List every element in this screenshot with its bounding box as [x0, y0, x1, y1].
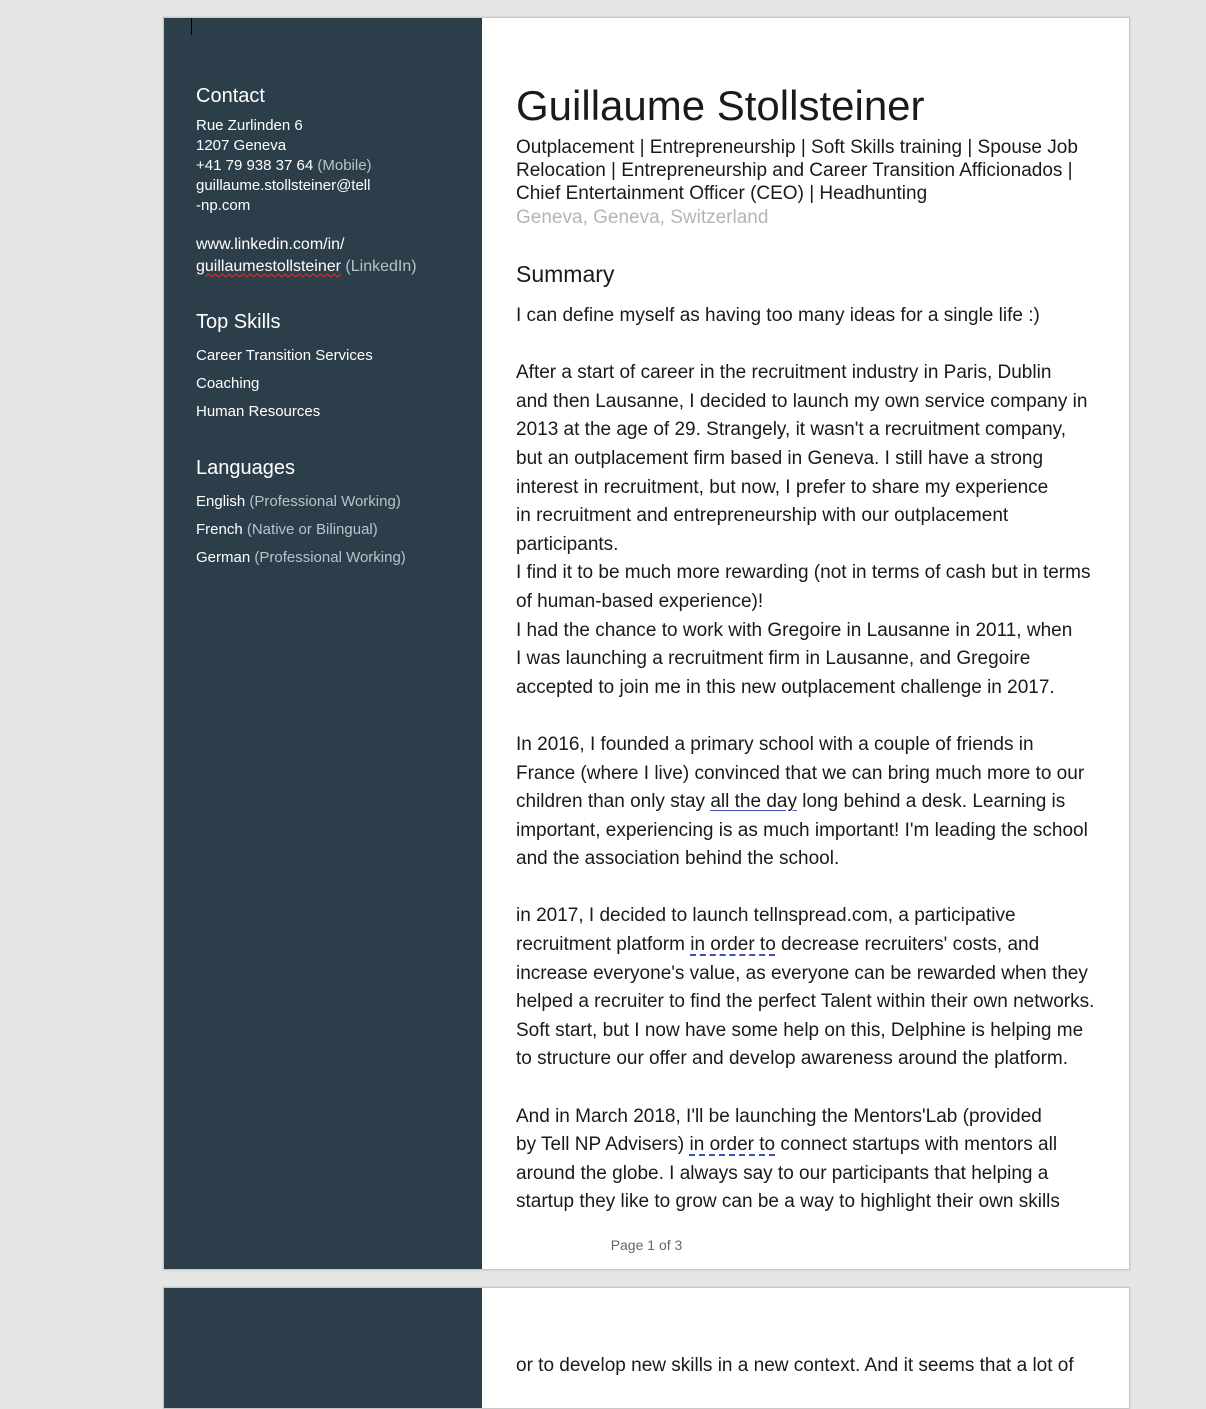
grammar-suggestion[interactable]: all the day — [710, 791, 797, 813]
sidebar — [164, 18, 482, 1269]
page-number: Page 1 of 3 — [610, 1237, 683, 1253]
summary-paragraph: After a start of career in the recruitment industry in Paris, Dublin and then Lausanne, I decided to launch my own service company in 2013 at the age of 29. Strangely, it wasn't a recruitment company, but an outplacement firm based in Geneva. I still have a strong interest in recruitment, but now, I prefer to share my experience in recruitment and entrepreneurship with our outplacement participants. I find it to be much more rewarding (not in terms of cash but in terms of human-based experience)! I had the chance to work with Gregoire in Lausanne in 2011, when I was launching a recruitment firm in Lausanne, and Gregoire accepted to join me in this new outplacement challenge in 2017. — [516, 362, 1091, 698]
summary-text: In 2016, I founded a primary school with a couple of friends in France (where I live) convinced that we can bring much more to our children than only stay — [516, 733, 1085, 813]
summary-text: connect startups with mentors all around the globe. I always say to our participants that helping a startup they like to grow can be a way to highlight their own skills — [516, 1134, 1060, 1213]
linkedin-line-1[interactable]: www.linkedin.com/in/ — [196, 236, 345, 253]
linkedin-line-2[interactable]: guillaumestollsteiner — [196, 258, 341, 275]
language-level: (Professional Working) — [249, 493, 401, 510]
address-line-1: Rue Zurlinden 6 — [196, 117, 303, 134]
skill-item: Coaching — [196, 375, 260, 392]
summary-continuation: or to develop new skills in a new context. And it seems that a lot of — [516, 1355, 1074, 1376]
summary-paragraph — [516, 731, 1096, 874]
language-item — [196, 488, 466, 516]
languages-heading: Languages — [196, 457, 295, 479]
main-content — [482, 18, 1129, 1269]
language-level: (Native or Bilingual) — [246, 521, 378, 538]
summary-heading: Summary — [516, 261, 615, 287]
language-name: French — [196, 521, 243, 538]
style-suggestion[interactable]: in order to — [690, 934, 776, 956]
skill-item: Human Resources — [196, 403, 321, 420]
address-line-2: 1207 Geneva — [196, 137, 287, 154]
top-skills-heading: Top Skills — [196, 311, 281, 333]
summary-text: And in March 2018, I'll be launching the Mentors'Lab (provided by Tell NP Advisers) — [516, 1105, 1042, 1156]
language-name: German — [196, 549, 251, 566]
contact-section — [196, 84, 466, 278]
profile-name: Guillaume Stollsteiner — [516, 82, 925, 129]
phone-type: (Mobile) — [317, 157, 372, 174]
profile-headline: Outplacement | Entrepreneurship | Soft Skills training | Spouse Job Relocation | Entrepreneurship and Career Transition Afficionados | Chief Entertainment Officer (CEO) | Headhunting — [516, 137, 1078, 204]
language-item — [196, 516, 466, 544]
language-name: English — [196, 493, 246, 510]
summary-text: long behind a desk. Learning is important, experiencing is as much important! I'm leading the school and the association behind the school. — [516, 791, 1088, 870]
summary-paragraph: I can define myself as having too many ideas for a single life :) — [516, 305, 1040, 326]
languages-section — [196, 456, 466, 572]
main-content — [482, 1288, 1129, 1408]
top-skills-section — [196, 310, 466, 426]
summary-text: decrease recruiters' costs, and increase everyone's value, as everyone can be rewarded when they helped a recruiter to find the perfect Talent within their own networks. Soft start, but I now have some help on this, Delphine is helping me to structure our offer and develop awareness around the platform. — [516, 934, 1095, 1070]
phone-number: +41 79 938 37 64 — [196, 157, 314, 174]
language-level: (Professional Working) — [254, 549, 406, 566]
email-line-2[interactable]: -np.com — [196, 197, 251, 214]
linkedin-type: (LinkedIn) — [345, 258, 417, 275]
summary-body — [516, 302, 1096, 1217]
email-line-1[interactable]: guillaume.stollsteiner@tell — [196, 177, 371, 194]
phone-line — [196, 156, 466, 176]
resume-page-1 — [163, 17, 1130, 1270]
sidebar — [164, 1288, 482, 1408]
text-cursor — [191, 18, 192, 35]
skill-item: Career Transition Services — [196, 347, 373, 364]
summary-paragraph — [516, 1103, 1096, 1217]
language-item — [196, 544, 466, 572]
linkedin-link[interactable] — [196, 234, 466, 278]
contact-heading: Contact — [196, 85, 265, 107]
summary-text: in 2017, I decided to launch tellnspread.com, a participative recruitment platform — [516, 905, 1016, 956]
resume-page-2 — [163, 1287, 1130, 1409]
style-suggestion[interactable]: in order to — [689, 1134, 776, 1156]
summary-paragraph — [516, 902, 1096, 1074]
profile-location: Geneva, Geneva, Switzerland — [516, 207, 769, 228]
